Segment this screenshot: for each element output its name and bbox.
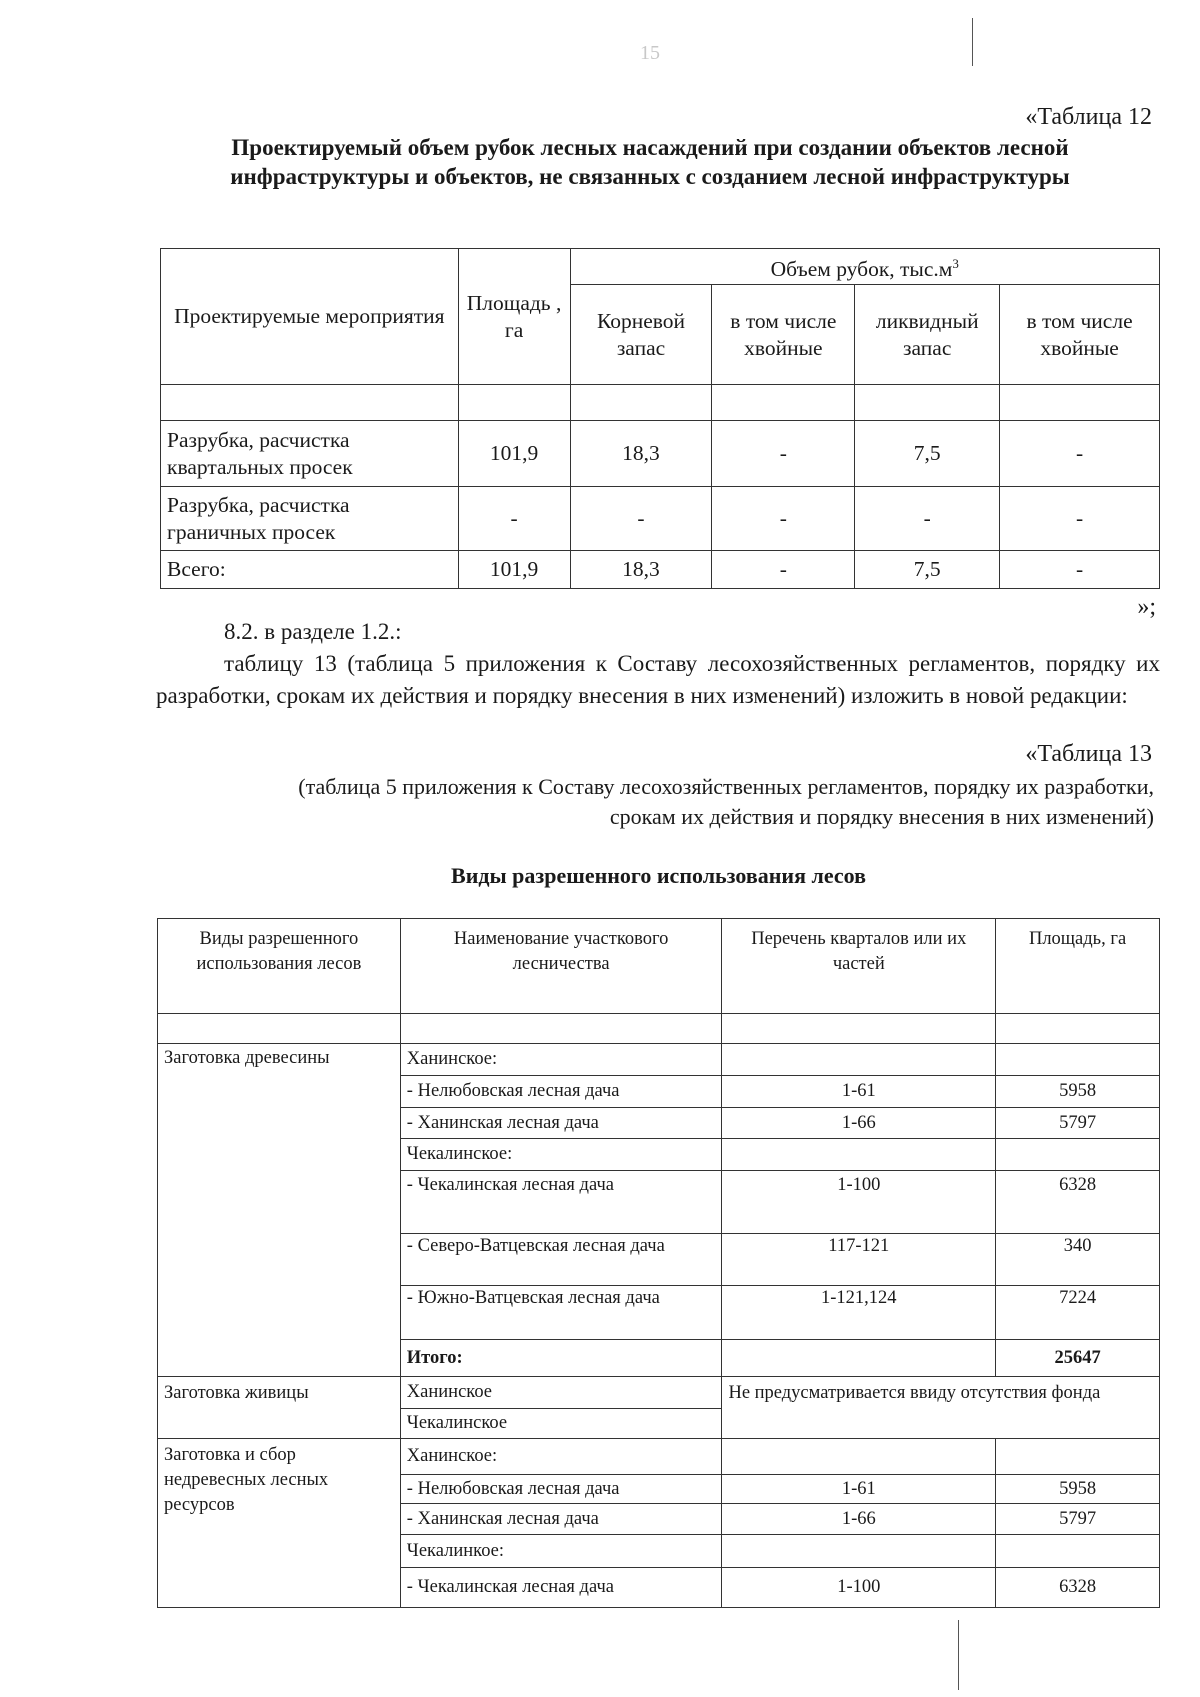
header-felling-volume: Объем рубок, $тыс.м^3$ xyxy=(570,249,1159,285)
header-coniferous-2: в том числе хвойные xyxy=(1000,285,1160,385)
header-area: Площадь , га xyxy=(458,249,570,385)
table-row: - Ханинская лесная дача 1-66 5797 xyxy=(158,1504,1160,1535)
amendment-paragraph: таблицу 13 (таблица 5 приложения к Составу лесохозяйственных регламентов, порядку их разработки, срокам их действия и порядку внесения в них изменений) изложить в новой редакции: xyxy=(156,651,1160,708)
use-type-nonwood: Заготовка и сбор недревесных лесных ресурсов xyxy=(158,1439,401,1608)
table-13 xyxy=(157,918,1160,1608)
header-quarters: Перечень кварталов или их частей xyxy=(722,919,996,1014)
header-measures: Проектируемые мероприятия xyxy=(161,249,459,385)
header-coniferous-1: в том числе хвойные xyxy=(712,285,855,385)
scan-artifact-line xyxy=(958,1620,959,1690)
use-type-resin: Заготовка живицы xyxy=(158,1377,401,1439)
table13-subcaption-2: срокам их действия и порядку внесения в них изменений) xyxy=(609,804,1154,829)
scan-artifact-line xyxy=(972,18,973,66)
header-root-stock: Корневой запас xyxy=(570,285,712,385)
table-row: - Чекалинская лесная дача 1-100 6328 xyxy=(158,1171,1160,1234)
table-row: Разрубка, расчистка квартальных просек 101,9 18,3 - 7,5 - xyxy=(161,421,1160,487)
table-12 xyxy=(160,248,1160,589)
table13-subcaption-1: (таблица 5 приложения к Составу лесохозяйственных регламентов, порядку их разработки, xyxy=(298,774,1154,799)
table-row: - Чекалинская лесная дача 1-100 6328 xyxy=(158,1568,1160,1608)
table-row: Чекалинское: xyxy=(158,1139,1160,1171)
table-row: Заготовка живицы Ханинское Не предусматривается ввиду отсутствия фонда xyxy=(158,1377,1160,1409)
table-row: Чекалинкое: xyxy=(158,1535,1160,1568)
page-number: 15 xyxy=(640,42,660,64)
table-row: Всего: 101,9 18,3 - 7,5 - xyxy=(161,551,1160,589)
table12-caption: «Таблица 12 xyxy=(1025,104,1152,130)
table13-title: Виды разрешенного использования лесов xyxy=(451,863,866,888)
table13-caption: «Таблица 13 xyxy=(1025,741,1152,767)
use-type-timber: Заготовка древесины xyxy=(158,1044,401,1377)
table-row: Разрубка, расчистка граничных просек - - - - - xyxy=(161,487,1160,551)
table-row: Заготовка и сбор недревесных лесных ресурсов Ханинское: xyxy=(158,1439,1160,1475)
header-liquid-stock: ликвидный запас xyxy=(855,285,1000,385)
table-row: - Ханинская лесная дача 1-66 5797 xyxy=(158,1108,1160,1139)
table-row: - Нелюбовская лесная дача 1-61 5958 xyxy=(158,1076,1160,1108)
header-area: Площадь, га xyxy=(996,919,1160,1014)
section-line: 8.2. в разделе 1.2.: xyxy=(224,619,402,644)
table-row: - Нелюбовская лесная дача 1-61 5958 xyxy=(158,1475,1160,1504)
table-row: - Северо-Ватцевская лесная дача 117-121 340 xyxy=(158,1234,1160,1286)
table12-closing-quote: »; xyxy=(1137,594,1156,620)
table12-title: Проектируемый объем рубок лесных насаждений при создании объектов лесной инфраструктуры и объектов, не связанных с созданием лесной инфраструктуры xyxy=(230,135,1070,189)
table-row: - Южно-Ватцевская лесная дача 1-121,124 7224 xyxy=(158,1286,1160,1340)
total-row: Итого: 25647 xyxy=(158,1340,1160,1377)
resin-note: Не предусматривается ввиду отсутствия фонда xyxy=(722,1377,1160,1439)
header-forestry-name: Наименование участкового лесничества xyxy=(400,919,722,1014)
table-row: Чекалинское xyxy=(158,1409,1160,1439)
table-row: Заготовка древесины Ханинское: xyxy=(158,1044,1160,1076)
header-use-types: Виды разрешенного использования лесов xyxy=(158,919,401,1014)
